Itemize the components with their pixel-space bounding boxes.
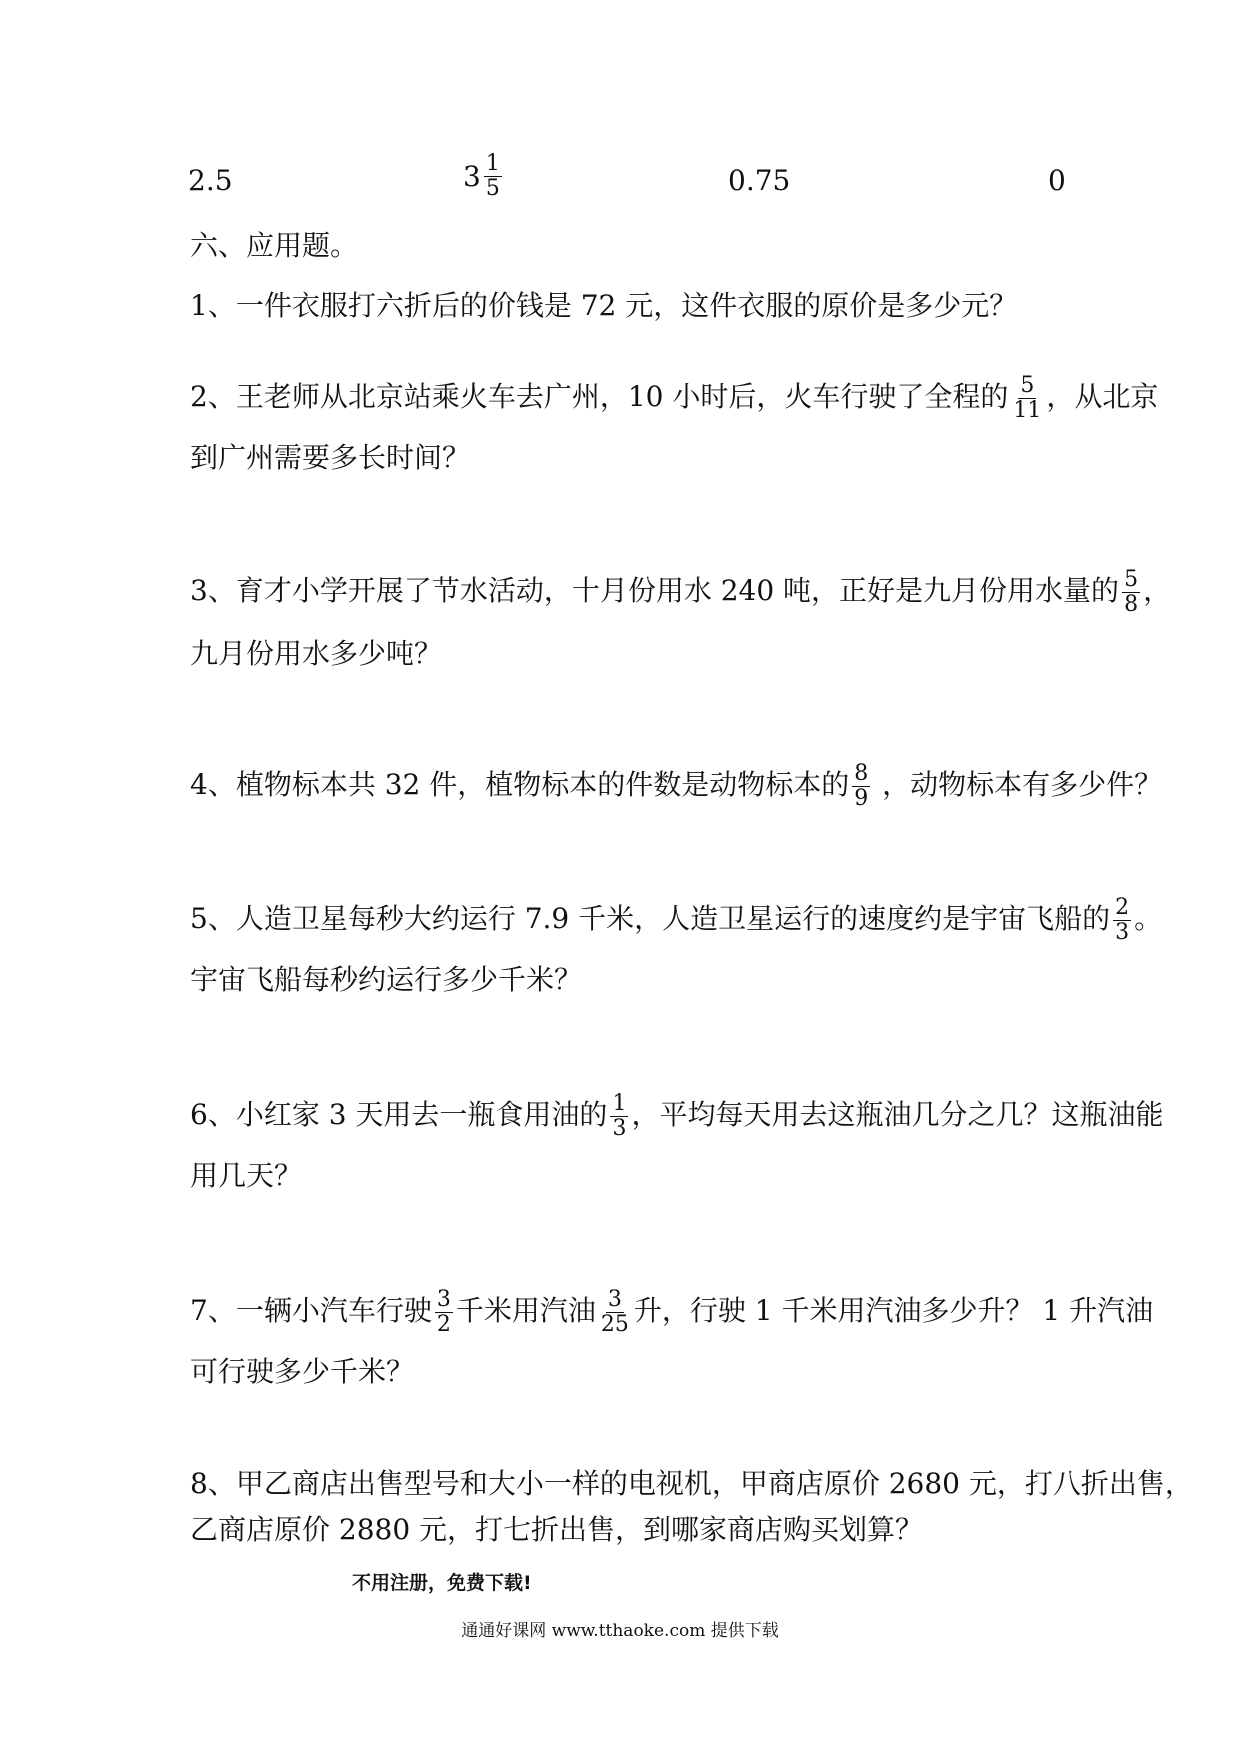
fraction-numerator: 3 — [436, 1287, 451, 1312]
q4-text-b: ，动物标本有多少件？ — [873, 768, 1163, 801]
fraction-numerator: 1 — [485, 151, 500, 176]
q6-text-b: ，平均每天用去这瓶油几分之几？这瓶油能 — [631, 1098, 1164, 1131]
q6-text-a: 6、小红家 3 天用去一瓶食用油的 — [190, 1098, 608, 1131]
q6-fraction — [610, 1092, 628, 1141]
q5-fraction — [1113, 896, 1131, 945]
question-6-line-1 — [190, 1092, 1180, 1141]
question-7-line-1 — [190, 1288, 1180, 1337]
question-1: 1、一件衣服打六折后的价钱是 72 元，这件衣服的原价是多少元？ — [190, 289, 1018, 322]
q7-text-c: 升，行驶 1 千米用汽油多少升？ 1 升汽油 — [633, 1294, 1154, 1327]
question-8-line-1: 8、甲乙商店出售型号和大小一样的电视机，甲商店原价 2680 元，打八折出售， — [190, 1467, 1193, 1500]
top-number-4: 0 — [1048, 164, 1066, 197]
q7-text-a: 7、一辆小汽车行驶 — [190, 1294, 432, 1327]
q7-fraction-fuel — [599, 1288, 631, 1337]
top-number-2-mixed-fraction — [463, 152, 505, 201]
q4-fraction — [852, 762, 870, 811]
fraction-denominator: 9 — [854, 786, 869, 811]
footer-note: 不用注册，免费下载! — [352, 1572, 532, 1594]
section-title: 六、应用题。 — [190, 229, 359, 262]
fraction-numerator: 2 — [1115, 895, 1130, 920]
fraction-denominator: 8 — [1124, 592, 1139, 617]
fraction-denominator: 11 — [1013, 398, 1042, 423]
q5-text-b: 。 — [1134, 902, 1163, 935]
q2-text-b: ，从北京 — [1046, 380, 1159, 413]
mixed-fraction — [484, 152, 502, 201]
q3-fraction — [1122, 568, 1140, 617]
fraction-denominator: 3 — [1115, 920, 1130, 945]
fraction-numerator: 8 — [854, 761, 869, 786]
top-number-1: 2.5 — [188, 164, 233, 197]
fraction-numerator: 1 — [612, 1091, 627, 1116]
question-2-line-2: 到广州需要多长时间？ — [190, 441, 471, 474]
question-4 — [190, 762, 1180, 811]
question-3-line-1 — [190, 568, 1180, 617]
question-3-line-2: 九月份用水多少吨？ — [190, 637, 443, 670]
footer-site-credit: 通通好课网 www.tthaoke.com 提供下载 — [461, 1621, 779, 1641]
fraction-numerator: 3 — [607, 1287, 622, 1312]
fraction-numerator: 5 — [1124, 567, 1139, 592]
question-2-line-1 — [190, 374, 1180, 423]
question-6-line-2: 用几天？ — [190, 1159, 303, 1192]
q7-fraction-distance — [435, 1288, 453, 1337]
question-5-line-1 — [190, 896, 1180, 945]
fraction-denominator: 25 — [600, 1312, 629, 1337]
question-8-line-2: 乙商店原价 2880 元，打七折出售，到哪家商店购买划算？ — [190, 1513, 924, 1546]
q5-text-a: 5、人造卫星每秒大约运行 7.9 千米，人造卫星运行的速度约是宇宙飞船的 — [190, 902, 1111, 935]
question-7-line-2: 可行驶多少千米？ — [190, 1355, 415, 1388]
q7-text-b: 千米用汽油 — [455, 1294, 596, 1327]
q2-text-a: 2、王老师从北京站乘火车去广州，10 小时后，火车行驶了全程的 — [190, 380, 1009, 413]
fraction-numerator: 5 — [1020, 373, 1035, 398]
fraction-denominator: 2 — [436, 1312, 451, 1337]
q4-text-a: 4、植物标本共 32 件，植物标本的件数是动物标本的 — [190, 768, 850, 801]
fraction-denominator: 3 — [612, 1116, 627, 1141]
mixed-whole: 3 — [463, 160, 481, 193]
q3-text-b: ， — [1143, 574, 1172, 607]
q2-fraction — [1011, 374, 1043, 423]
top-number-3: 0.75 — [728, 164, 791, 197]
q3-text-a: 3、育才小学开展了节水活动，十月份用水 240 吨，正好是九月份用水量的 — [190, 574, 1120, 607]
fraction-denominator: 5 — [485, 176, 500, 201]
question-5-line-2: 宇宙飞船每秒约运行多少千米？ — [190, 963, 583, 996]
